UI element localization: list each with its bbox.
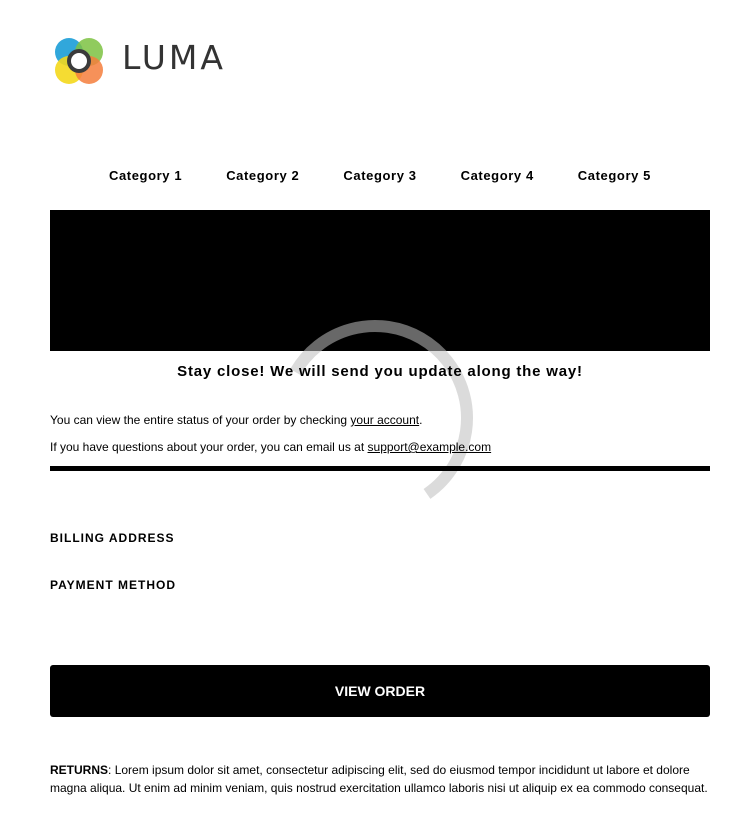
returns-separator: :	[108, 763, 112, 777]
section-divider	[50, 466, 710, 471]
nav-category-1[interactable]: Category 1	[108, 168, 183, 183]
nav-category-5[interactable]: Category 5	[577, 168, 651, 183]
view-order-button[interactable]	[50, 665, 710, 717]
your-account-link[interactable]: your account	[350, 413, 420, 427]
returns-text	[50, 761, 715, 797]
nav-category-2[interactable]: Category 2	[226, 168, 300, 183]
order-status-prefix: You can view the entire status of your order by checking	[50, 413, 351, 427]
order-status-text	[50, 412, 710, 428]
category-nav	[50, 166, 710, 186]
questions-text	[50, 439, 710, 455]
returns-label: RETURNS	[50, 763, 109, 777]
support-email-link[interactable]: support@example.com	[367, 440, 492, 454]
billing-address-heading: BILLING ADDRESS	[50, 531, 175, 545]
headline: Stay close! We will send you update along the way!	[177, 363, 583, 380]
order-status-suffix: .	[419, 413, 423, 427]
questions-prefix: If you have questions about your order, you can email us at	[50, 440, 368, 454]
nav-category-4[interactable]: Category 4	[460, 168, 534, 183]
returns-body: Lorem ipsum dolor sit amet, consectetur adipiscing elit, sed do eiusmod tempor incididunt ut labore et dolore magna aliqua. Ut enim ad minim veniam, quis nostrud exercitation ullamco laboris nisi ut aliquip ex ea commodo consequat.	[50, 763, 708, 795]
luma-logo-mark	[55, 38, 103, 84]
nav-category-3[interactable]: Category 3	[343, 168, 417, 183]
brand-name: LUMA	[122, 38, 226, 77]
payment-method-heading: PAYMENT METHOD	[50, 578, 177, 592]
view-order-label: VIEW ORDER	[334, 683, 426, 699]
hero-banner	[50, 210, 710, 351]
